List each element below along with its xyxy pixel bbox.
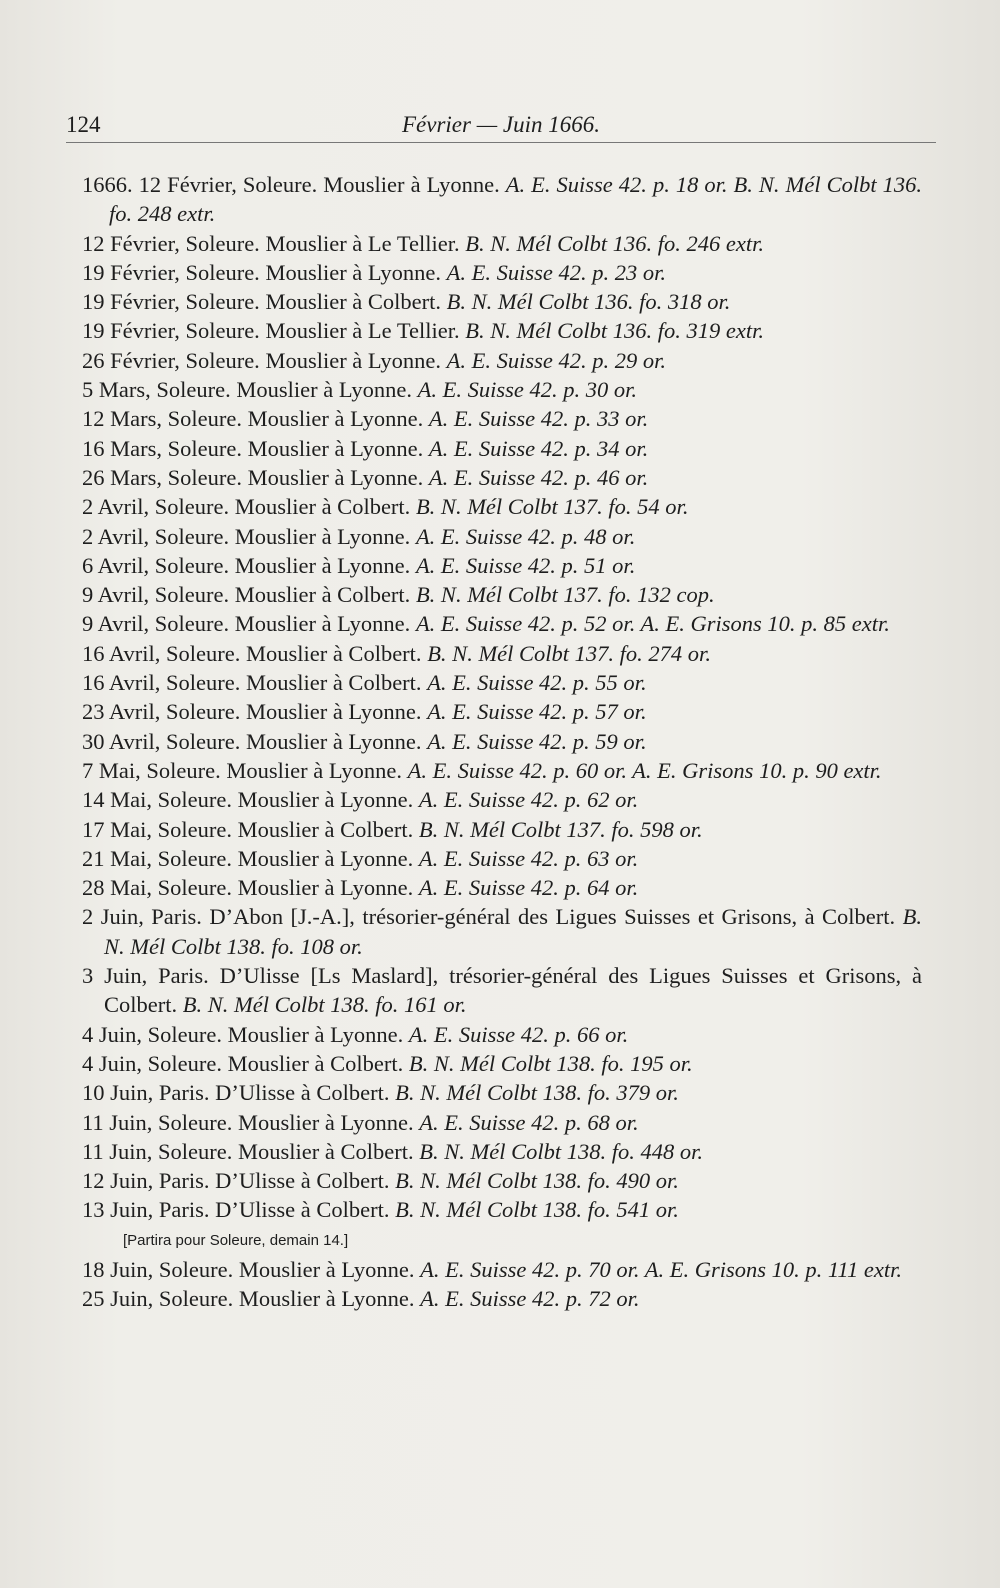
entry-reference: B. N. Mél Colbt 137. fo. 54 or. [415,494,689,520]
entry-date: 19 Février, Soleure. [82,318,260,344]
entry-reference: A. E. Suisse 42. p. 60 or. A. E. Grisons 10. p. 90 extr. [407,757,882,783]
entry-date: 9 Avril, Soleure. [82,611,230,637]
entry-date: 26 Mars, Soleure. [82,464,242,490]
letter-entry [82,815,922,844]
entry-text: Mouslier à Colbert. [237,816,414,842]
entry-text: Mouslier à Lyonne. [238,1285,415,1311]
entry-list [82,170,922,1313]
entry-date: 2 Avril, Soleure. [82,523,230,549]
letter-entry [82,580,922,609]
entry-reference: A. E. Suisse 42. p. 63 or. [418,845,639,871]
entry-reference: A. E. Suisse 42. p. 59 or. [427,728,647,754]
entry-text: Mouslier à Colbert. [234,582,411,608]
entry-reference: A. E. Suisse 42. p. 30 or. [417,377,637,403]
entry-text: Mouslier à Lyonne. [238,1256,415,1282]
letter-entry [82,697,922,726]
letter-entry [82,1078,922,1107]
entry-text: D’Abon [J.-A.], trésorier-général des Ligues Suisses et Grisons, à Colbert. [209,904,896,930]
letter-entry [82,1020,922,1049]
entry-text: Mouslier à Lyonne. [226,757,402,783]
letter-entry [82,785,922,814]
entry-reference: B. N. Mél Colbt 138. fo. 541 or. [395,1197,679,1223]
entry-reference: B. N. Mél Colbt 138. fo. 195 or. [408,1050,693,1076]
entry-date: 9 Avril, Soleure. [82,582,230,608]
entry-text: Mouslier à Lyonne. [265,347,442,373]
entry-date: 14 Mai, Soleure. [82,787,232,813]
entry-date: 3 Juin, Paris. [82,963,209,989]
letter-entry [82,258,922,287]
entry-text: Mouslier à Lyonne. [237,787,414,813]
letter-entry [82,346,922,375]
entry-text: Mouslier à Lyonne. [227,1021,404,1047]
entry-reference: A. E. Suisse 42. p. 23 or. [446,259,667,285]
letter-entry [82,1284,922,1313]
letter-entry [82,961,922,1020]
letter-entry [82,492,922,521]
entry-reference: A. E. Suisse 42. p. 51 or. [415,552,636,578]
entry-date: 23 Avril, Soleure. [82,699,241,725]
entry-date: 16 Avril, Soleure. [82,670,241,696]
entry-reference: A. E. Suisse 42. p. 34 or. [428,435,649,461]
entry-text: Mouslier à Lyonne. [247,406,424,432]
entry-date: 10 Juin, Paris. [82,1080,210,1106]
entry-text: Mouslier à Lyonne. [245,728,422,754]
entry-reference: A. E. Suisse 42. p. 33 or. [428,406,649,432]
letter-entry [82,756,922,785]
letter-entry [82,1137,922,1166]
entry-reference: B. N. Mél Colbt 137. fo. 274 or. [427,640,711,666]
entry-date: 2 Avril, Soleure. [82,494,230,520]
entry-text: Mouslier à Colbert. [245,640,422,666]
entry-date: 16 Mars, Soleure. [82,435,242,461]
letter-entry [82,1195,922,1224]
entry-date: 13 Juin, Paris. [82,1197,210,1223]
entry-reference: B. N. Mél Colbt 138. fo. 448 or. [419,1138,704,1164]
entry-text: Mouslier à Le Tellier. [265,230,460,256]
letter-entry [82,287,922,316]
letter-entry [82,1049,922,1078]
entry-reference: A. E. Suisse 42. p. 29 or. [446,347,667,373]
entry-text: Mouslier à Lyonne. [234,523,411,549]
entry-reference: A. E. Suisse 42. p. 70 or. A. E. Grisons 10. p. 111 extr. [420,1256,902,1282]
entry-reference: A. E. Suisse 42. p. 52 or. A. E. Grisons 10. p. 85 extr. [415,611,890,637]
entry-reference: A. E. Suisse 42. p. 62 or. [418,787,639,813]
letter-entry [82,639,922,668]
entry-text: D’Ulisse à Colbert. [215,1080,390,1106]
entry-reference: B. N. Mél Colbt 136. fo. 246 extr. [465,230,765,256]
letter-entry [82,844,922,873]
entry-reference: A. E. Suisse 42. p. 57 or. [427,699,647,725]
letter-entry [82,1255,922,1284]
entry-text: Mouslier à Colbert. [234,494,411,520]
entry-date: 4 Juin, Soleure. [82,1021,222,1047]
running-title: Février — Juin 1666. [401,112,600,137]
entry-text: Mouslier à Lyonne. [234,611,411,637]
entry-reference: A. E. Suisse 42. p. 72 or. [420,1285,640,1311]
entry-date: 1666. 12 Février, Soleure. [82,172,318,197]
entry-date: 28 Mai, Soleure. [82,875,232,901]
entry-date: 19 Février, Soleure. [82,259,260,285]
entry-reference: B. N. Mél Colbt 138. fo. 490 or. [395,1168,679,1194]
entry-text: Mouslier à Lyonne. [247,464,424,490]
entry-date: 18 Juin, Soleure. [82,1256,234,1282]
editorial-note: [Partira pour Soleure, demain 14.] [123,1231,349,1249]
letter-entry [82,1166,922,1195]
entry-date: 4 Juin, Soleure. [82,1050,222,1076]
entry-date: 6 Avril, Soleure. [82,552,230,578]
entry-text: Mouslier à Lyonne. [237,875,414,901]
letter-entry [82,316,922,345]
entry-text: Mouslier à Lyonne. [237,845,414,871]
entry-text: Mouslier à Colbert. [238,1138,414,1164]
entry-text: Mouslier à Lyonne. [238,1109,414,1135]
letter-entry [82,404,922,433]
entry-reference: B. N. Mél Colbt 138. fo. 379 or. [395,1080,679,1106]
entry-reference: B. N. Mél Colbt 138. fo. 108 or. [104,904,922,959]
letter-entry [82,434,922,463]
entry-text: Mouslier à Lyonne. [245,699,422,725]
letter-entry [82,463,922,492]
entry-reference: A. E. Suisse 42. p. 68 or. [419,1109,639,1135]
entry-date: 2 Juin, Paris. [82,904,202,930]
entry-reference: B. N. Mél Colbt 138. fo. 161 or. [182,992,467,1018]
entry-date: 21 Mai, Soleure. [82,845,232,871]
entry-text: Mouslier à Lyonne. [323,172,500,197]
entry-date: 12 Juin, Paris. [82,1168,210,1194]
entry-date: 11 Juin, Soleure. [82,1138,233,1164]
entry-text: Mouslier à Colbert. [265,289,442,315]
entry-reference: A. E. Suisse 42. p. 66 or. [408,1021,629,1047]
entry-date: 30 Avril, Soleure. [82,728,241,754]
entry-date: 26 Février, Soleure. [82,347,260,373]
entry-reference: B. N. Mél Colbt 136. fo. 319 extr. [465,318,765,344]
entry-text: Mouslier à Lyonne. [265,259,442,285]
entry-text: Mouslier à Lyonne. [234,552,411,578]
entry-reference: A. E. Suisse 42. p. 48 or. [415,523,636,549]
letter-entry [82,1108,922,1137]
entry-text: Mouslier à Lyonne. [236,377,412,403]
page-number: 124 [66,112,101,137]
entry-date: 11 Juin, Soleure. [82,1109,233,1135]
entry-text: D’Ulisse à Colbert. [215,1168,390,1194]
letter-entry [82,902,922,961]
entry-date: 7 Mai, Soleure. [82,757,221,783]
entry-text: D’Ulisse à Colbert. [215,1197,390,1223]
page-header [66,108,936,143]
letter-entry [82,873,922,902]
letter-entry [82,170,922,229]
letter-entry [82,727,922,756]
letter-entry [82,522,922,551]
entry-date: 12 Mars, Soleure. [82,406,242,432]
entry-date: 5 Mars, Soleure. [82,377,231,403]
letter-entry [82,609,922,638]
entry-reference: A. E. Suisse 42. p. 46 or. [428,464,649,490]
entry-text: D’Ulisse [Ls Maslard], trésorier-général des Ligues Suisses et Grisons, à Colbert. [104,963,922,1018]
entry-date: 16 Avril, Soleure. [82,640,241,666]
letter-entry [82,668,922,697]
entry-reference: A. E. Suisse 42. p. 64 or. [418,875,639,901]
entry-text: Mouslier à Colbert. [245,670,422,696]
entry-text: Mouslier à Lyonne. [247,435,424,461]
letter-entry [82,229,922,258]
letter-entry [82,375,922,404]
entry-date: 25 Juin, Soleure. [82,1285,234,1311]
entry-date: 19 Février, Soleure. [82,289,260,315]
entry-reference: B. N. Mél Colbt 137. fo. 598 or. [418,816,703,842]
entry-reference: A. E. Suisse 42. p. 18 or. B. N. Mél Colbt 136. fo. 248 extr. [109,172,923,227]
entry-reference: B. N. Mél Colbt 137. fo. 132 cop. [415,582,715,608]
entry-reference: B. N. Mél Colbt 136. fo. 318 or. [446,289,731,315]
entry-text: Mouslier à Le Tellier. [265,318,460,344]
entry-text: Mouslier à Colbert. [227,1050,404,1076]
entry-date: 12 Février, Soleure. [82,230,260,256]
letter-entry [82,551,922,580]
entry-date: 17 Mai, Soleure. [82,816,232,842]
entry-reference: A. E. Suisse 42. p. 55 or. [427,670,647,696]
